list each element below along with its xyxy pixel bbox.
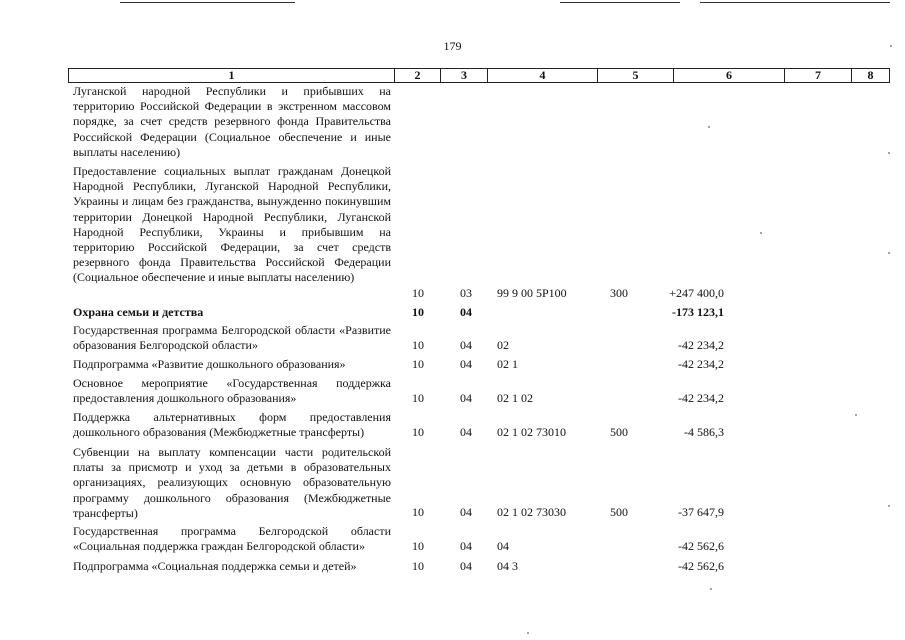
subsection-code: 03 xyxy=(460,286,472,300)
amount-value: -173 123,1 xyxy=(672,305,724,319)
column-header-1: 1 xyxy=(69,69,395,82)
section-code: 10 xyxy=(412,338,424,352)
subsection-code: 04 xyxy=(460,338,472,352)
section-code: 10 xyxy=(412,559,424,573)
table-row-description: Поддержка альтернативных форм предоставления дошкольного образования (Межбюджетные трансферты) xyxy=(73,410,391,440)
column-header-6: 6 xyxy=(674,69,785,82)
scan-edge-line xyxy=(560,2,680,3)
amount-value: -42 234,2 xyxy=(678,391,724,405)
scan-speck xyxy=(888,505,890,507)
scan-speck xyxy=(527,632,529,634)
amount-value: -42 562,6 xyxy=(678,539,724,553)
table-row-description: Субвенции на выплату компенсации части родительской платы за присмотр и уход за детьми в образовательных организациях, реализующих основную образовательную программу дошкольного образования (Межбюджетные трансферты) xyxy=(73,445,391,520)
section-code: 10 xyxy=(412,286,424,300)
column-header-5: 5 xyxy=(598,69,674,82)
section-code: 10 xyxy=(412,391,424,405)
table-row-description: Подпрограмма «Развитие дошкольного образования» xyxy=(73,357,346,371)
table-row-description: Луганской народной Республики и прибывших на территорию Российской Федерации в экстренном массовом порядке, за счет средств резервного фонда Правительства Российской Федерации (Социальное обеспечение и иные выплаты населению) xyxy=(73,84,391,159)
target-article-code: 02 1 02 73010 xyxy=(497,425,566,439)
target-article-code: 99 9 00 5Р100 xyxy=(497,286,567,300)
target-article-code: 02 1 02 73030 xyxy=(497,505,566,519)
subsection-code: 04 xyxy=(460,391,472,405)
expense-type-code: 500 xyxy=(610,425,628,439)
subsection-code: 04 xyxy=(460,425,472,439)
amount-value: -42 234,2 xyxy=(678,357,724,371)
amount-value: -42 234,2 xyxy=(678,338,724,352)
scan-speck xyxy=(708,126,710,128)
section-code: 10 xyxy=(412,539,424,553)
subsection-code: 04 xyxy=(460,505,472,519)
expense-type-code: 500 xyxy=(610,505,628,519)
scan-edge-line xyxy=(700,2,890,3)
table-row-description: Охрана семьи и детства xyxy=(73,305,204,319)
column-header-8: 8 xyxy=(867,68,874,82)
table-header xyxy=(68,68,890,83)
scan-speck xyxy=(888,152,890,154)
target-article-code: 02 xyxy=(497,338,509,352)
amount-value: -4 586,3 xyxy=(684,425,724,439)
scan-speck xyxy=(710,588,712,590)
scan-speck xyxy=(760,232,762,234)
table-row-description: Государственная программа Белгородской области «Социальная поддержка граждан Белгородской области» xyxy=(73,524,391,554)
column-header-3: 3 xyxy=(441,69,488,82)
target-article-code: 02 1 xyxy=(497,357,518,371)
subsection-code: 04 xyxy=(460,357,472,371)
scan-edge-line xyxy=(120,2,295,3)
expense-type-code: 300 xyxy=(610,286,628,300)
subsection-code: 04 xyxy=(460,559,472,573)
scan-speck xyxy=(890,45,892,47)
table-row-description: Государственная программа Белгородской области «Развитие образования Белгородской области» xyxy=(73,323,391,353)
subsection-code: 04 xyxy=(460,539,472,553)
amount-value: -42 562,6 xyxy=(678,559,724,573)
page-number: 179 xyxy=(443,39,462,53)
section-code: 10 xyxy=(412,505,424,519)
target-article-code: 04 xyxy=(497,539,509,553)
column-header-7: 7 xyxy=(785,69,852,82)
amount-value: +247 400,0 xyxy=(669,286,724,300)
section-code: 10 xyxy=(412,357,424,371)
table-row-description: Подпрограмма «Социальная поддержка семьи и детей» xyxy=(73,559,357,573)
amount-value: -37 647,9 xyxy=(678,505,724,519)
scan-speck xyxy=(855,414,857,416)
table-row-description: Предоставление социальных выплат гражданам Донецкой Народной Республики, Луганской Народной Республики, Украины и лицам без гражданства, вынужденно покинувшим территории Донецкой Народной Республики, Луганской Народной Республики, Украины и прибывшим на территорию Российской Федерации, за счет средств резервного фонда Правительства Российской Федерации (Социальное обеспечение и иные выплаты населению) xyxy=(73,164,391,285)
section-code: 10 xyxy=(412,305,424,319)
section-code: 10 xyxy=(412,425,424,439)
table-row-description: Основное мероприятие «Государственная поддержка предоставления дошкольного образования» xyxy=(73,376,391,406)
column-header-4: 4 xyxy=(488,69,598,82)
scan-speck xyxy=(888,252,890,254)
subsection-code: 04 xyxy=(460,305,472,319)
target-article-code: 04 3 xyxy=(497,559,518,573)
target-article-code: 02 1 02 xyxy=(497,391,533,405)
column-header-2: 2 xyxy=(395,69,441,82)
